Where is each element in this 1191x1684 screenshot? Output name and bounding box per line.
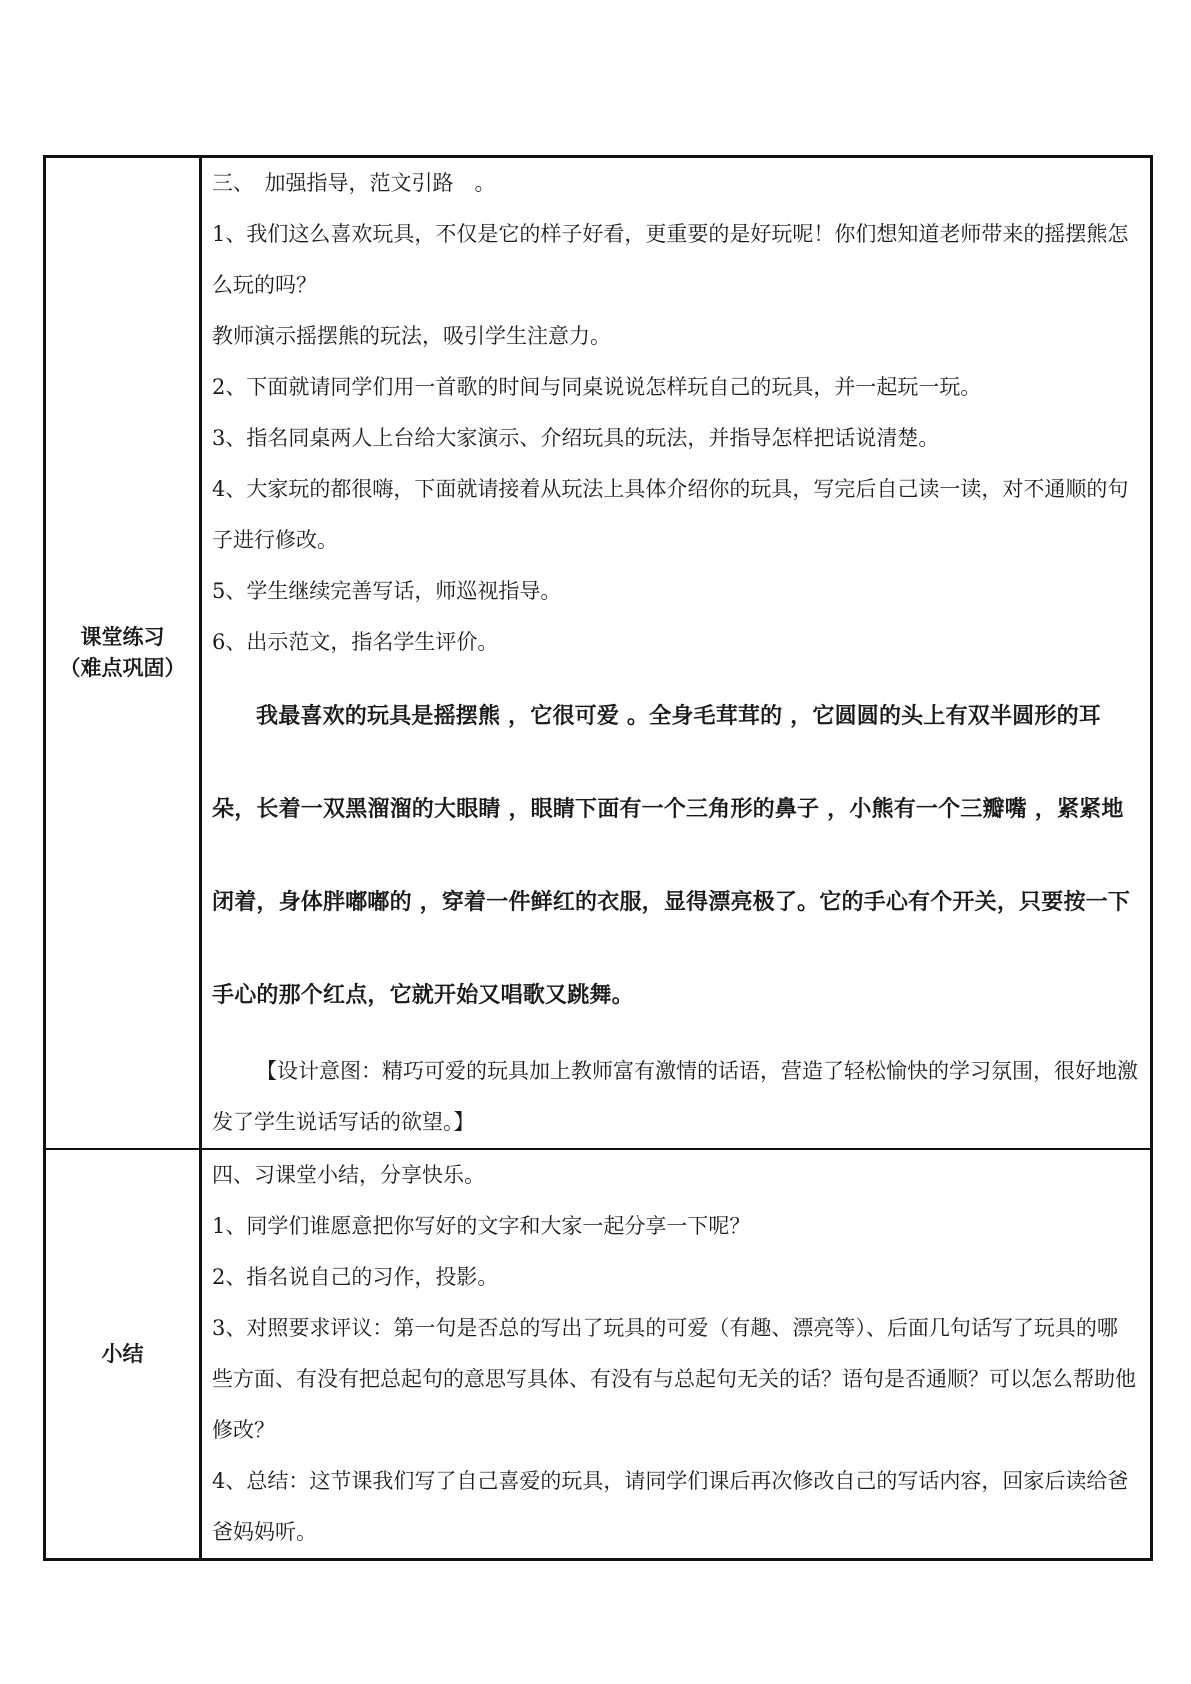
paragraph-item-1: 1、我们这么喜欢玩具，不仅是它的样子好看，更重要的是好玩呢！你们想知道老师带来的摇摆熊怎么玩的吗？	[212, 222, 1129, 297]
section-title-four: 四、习课堂小结，分享快乐。	[212, 1163, 485, 1187]
table-row-practice	[45, 157, 1152, 1150]
row-content-summary	[201, 1149, 1152, 1560]
paragraph-item-6: 6、出示范文，指名学生评价。	[212, 630, 499, 654]
row-content-practice	[201, 157, 1152, 1150]
design-intent-note: 【设计意图：精巧可爱的玩具加上教师富有激情的话语，营造了轻松愉快的学习氛围，很好地激发了学生说话写话的欲望。】	[212, 1059, 1138, 1134]
lesson-plan-table	[43, 155, 1153, 1561]
paragraph-item-4: 4、大家玩的都很嗨，下面就请接着从玩法上具体介绍你的玩具，写完后自己读一读，对不通顺的句子进行修改。	[212, 477, 1129, 552]
sample-essay: 我最喜欢的玩具是摇摆熊 ，它很可爱 。全身毛茸茸的 ，它圆圆的头上有双半圆形的耳朵，长着一双黑溜溜的大眼睛 ，眼睛下面有一个三角形的鼻子 ，小熊有一个三瓣嘴 ，紧紧地闭着，身体胖嘟嘟的 ，穿着一件鲜红的衣服，显得漂亮极了。它的手心有个开关，只要按一下手心的那个红点，它就开始又唱歌又跳舞。	[212, 704, 1131, 1008]
paragraph-item-2: 2、下面就请同学们用一首歌的时间与同桌说说怎样玩自己的玩具，并一起玩一玩。	[212, 375, 982, 399]
summary-item-4: 4、总结：这节课我们写了自己喜爱的玩具，请同学们课后再次修改自己的写话内容，回家后读给爸爸妈妈听。	[212, 1469, 1129, 1544]
paragraph-item-5: 5、学生继续完善写话，师巡视指导。	[212, 579, 562, 603]
row-label-summary-line1: 小结	[101, 1341, 144, 1366]
row-label-summary	[45, 1149, 201, 1560]
summary-item-1: 1、同学们谁愿意把你写好的文字和大家一起分享一下呢？	[212, 1214, 751, 1238]
section-title-three: 三、 加强指导，范文引路 。	[212, 171, 496, 195]
summary-item-3: 3、对照要求评议：第一句是否总的写出了玩具的可爱（有趣、漂亮等）、后面几句话写了玩具的哪些方面、有没有把总起句的意思写具体、有没有与总起句无关的话？语句是否通顺？可以怎么帮助他修改？	[212, 1316, 1136, 1442]
row-label-practice-line1: 课堂练习	[80, 625, 165, 649]
paragraph-teacher-demo: 教师演示摇摆熊的玩法，吸引学生注意力。	[212, 324, 611, 348]
row-label-practice-line2: （难点巩固）	[59, 656, 186, 680]
row-label-practice	[45, 157, 201, 1150]
table-row-summary	[45, 1149, 1152, 1560]
paragraph-item-3: 3、指名同桌两人上台给大家演示、介绍玩具的玩法，并指导怎样把话说清楚。	[212, 426, 940, 450]
summary-item-2: 2、指名说自己的习作，投影。	[212, 1265, 499, 1289]
